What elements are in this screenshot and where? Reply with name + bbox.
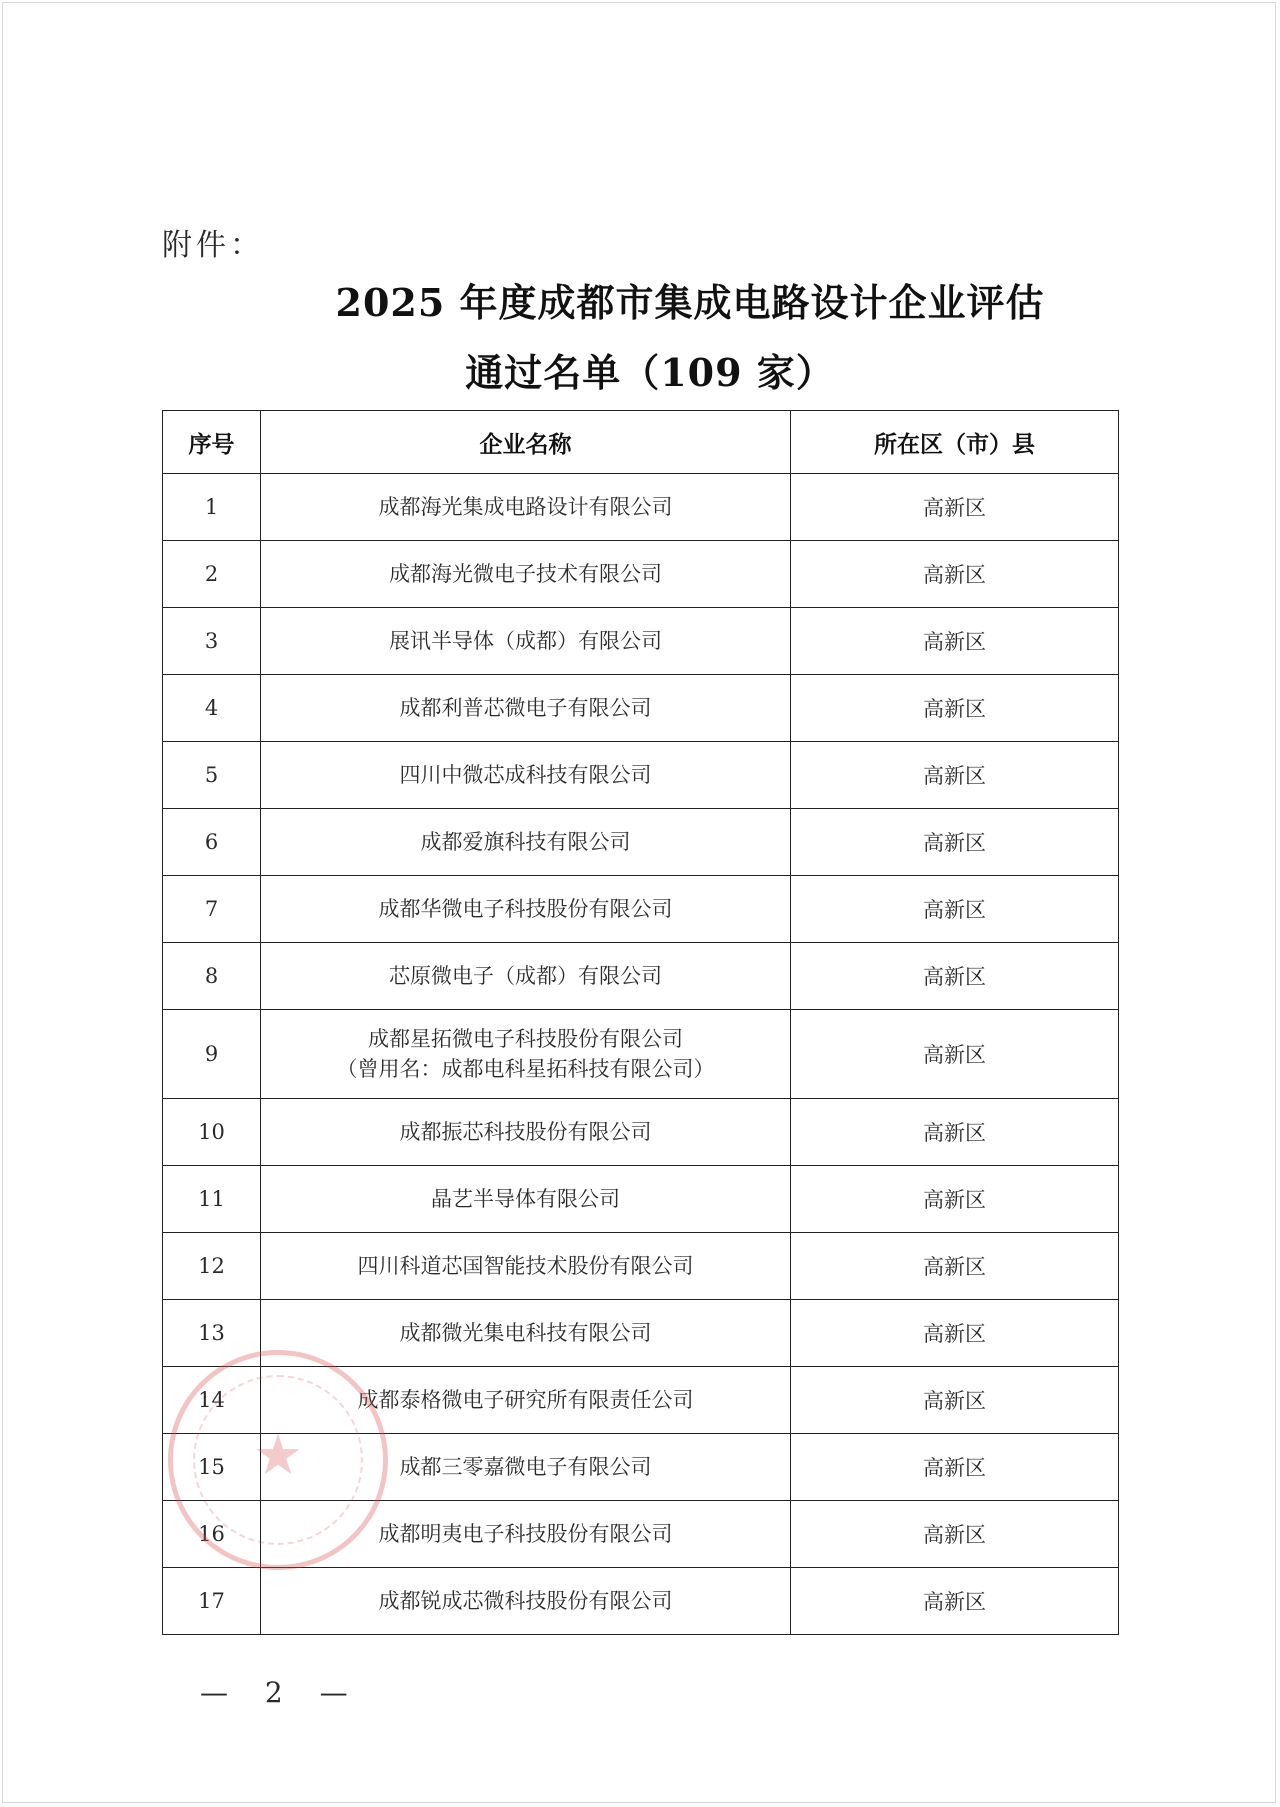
row-district: 高新区 (791, 742, 1119, 809)
table-header-row (163, 411, 1119, 474)
row-serial-number: 11 (163, 1166, 261, 1233)
row-enterprise-name: 芯原微电子（成都）有限公司 (261, 943, 791, 1010)
row-district: 高新区 (791, 1300, 1119, 1367)
row-serial-number: 6 (163, 809, 261, 876)
table-row (163, 1568, 1119, 1635)
row-district: 高新区 (791, 474, 1119, 541)
row-enterprise-name (261, 1010, 791, 1099)
row-district: 高新区 (791, 876, 1119, 943)
row-serial-number: 16 (163, 1501, 261, 1568)
row-enterprise-name: 成都华微电子科技股份有限公司 (261, 876, 791, 943)
row-enterprise-name: 展讯半导体（成都）有限公司 (261, 608, 791, 675)
row-serial-number: 9 (163, 1010, 261, 1099)
table-row (163, 675, 1119, 742)
row-serial-number: 15 (163, 1434, 261, 1501)
header-enterprise-name: 企业名称 (261, 411, 791, 474)
row-enterprise-name: 成都振芯科技股份有限公司 (261, 1099, 791, 1166)
enterprise-list-table (162, 410, 1119, 1635)
row-enterprise-name: 成都泰格微电子研究所有限责任公司 (261, 1367, 791, 1434)
row-district: 高新区 (791, 1166, 1119, 1233)
row-district: 高新区 (791, 809, 1119, 876)
enterprise-name-former: （曾用名：成都电科星拓科技有限公司） (336, 1057, 715, 1081)
row-district: 高新区 (791, 1501, 1119, 1568)
row-serial-number: 10 (163, 1099, 261, 1166)
row-enterprise-name: 四川科道芯国智能技术股份有限公司 (261, 1233, 791, 1300)
row-enterprise-name: 成都三零嘉微电子有限公司 (261, 1434, 791, 1501)
table-row (163, 1300, 1119, 1367)
table-row (163, 1367, 1119, 1434)
table-row (163, 1434, 1119, 1501)
table-row (163, 742, 1119, 809)
row-serial-number: 17 (163, 1568, 261, 1635)
row-enterprise-name: 成都微光集电科技有限公司 (261, 1300, 791, 1367)
header-serial-number: 序号 (163, 411, 261, 474)
row-district: 高新区 (791, 608, 1119, 675)
table-row (163, 1166, 1119, 1233)
row-enterprise-name: 晶艺半导体有限公司 (261, 1166, 791, 1233)
row-serial-number: 8 (163, 943, 261, 1010)
table-row (163, 474, 1119, 541)
row-district: 高新区 (791, 541, 1119, 608)
table-row (163, 1501, 1119, 1568)
row-serial-number: 13 (163, 1300, 261, 1367)
table-row (163, 1233, 1119, 1300)
table-row (163, 1010, 1119, 1099)
row-serial-number: 5 (163, 742, 261, 809)
row-serial-number: 14 (163, 1367, 261, 1434)
attachment-label: 附件： (162, 228, 264, 263)
table-row (163, 541, 1119, 608)
row-enterprise-name: 成都明夷电子科技股份有限公司 (261, 1501, 791, 1568)
row-serial-number: 7 (163, 876, 261, 943)
table-row (163, 876, 1119, 943)
row-district: 高新区 (791, 1233, 1119, 1300)
table-row (163, 1099, 1119, 1166)
table-row (163, 943, 1119, 1010)
row-enterprise-name: 成都海光微电子技术有限公司 (261, 541, 791, 608)
row-serial-number: 1 (163, 474, 261, 541)
row-district: 高新区 (791, 675, 1119, 742)
seal-star-icon: ★ (252, 1423, 304, 1488)
row-enterprise-name: 四川中微芯成科技有限公司 (261, 742, 791, 809)
row-enterprise-name: 成都爱旗科技有限公司 (261, 809, 791, 876)
row-district: 高新区 (791, 1568, 1119, 1635)
document-title-line-2: 通过名单（109 家） (465, 350, 835, 395)
document-title-line-1: 2025 年度成都市集成电路设计企业评估 (335, 280, 1045, 325)
row-enterprise-name: 成都锐成芯微科技股份有限公司 (261, 1568, 791, 1635)
table-row (163, 809, 1119, 876)
row-enterprise-name: 成都海光集成电路设计有限公司 (261, 474, 791, 541)
table-row (163, 608, 1119, 675)
row-serial-number: 12 (163, 1233, 261, 1300)
enterprise-name-current: 成都星拓微电子科技股份有限公司 (368, 1027, 683, 1051)
row-serial-number: 2 (163, 541, 261, 608)
row-serial-number: 4 (163, 675, 261, 742)
row-district: 高新区 (791, 1099, 1119, 1166)
row-serial-number: 3 (163, 608, 261, 675)
page-number: — 2 — (200, 1676, 362, 1709)
row-district: 高新区 (791, 1367, 1119, 1434)
header-district: 所在区（市）县 (791, 411, 1119, 474)
row-enterprise-name: 成都利普芯微电子有限公司 (261, 675, 791, 742)
row-district: 高新区 (791, 1434, 1119, 1501)
row-district: 高新区 (791, 1010, 1119, 1099)
row-district: 高新区 (791, 943, 1119, 1010)
